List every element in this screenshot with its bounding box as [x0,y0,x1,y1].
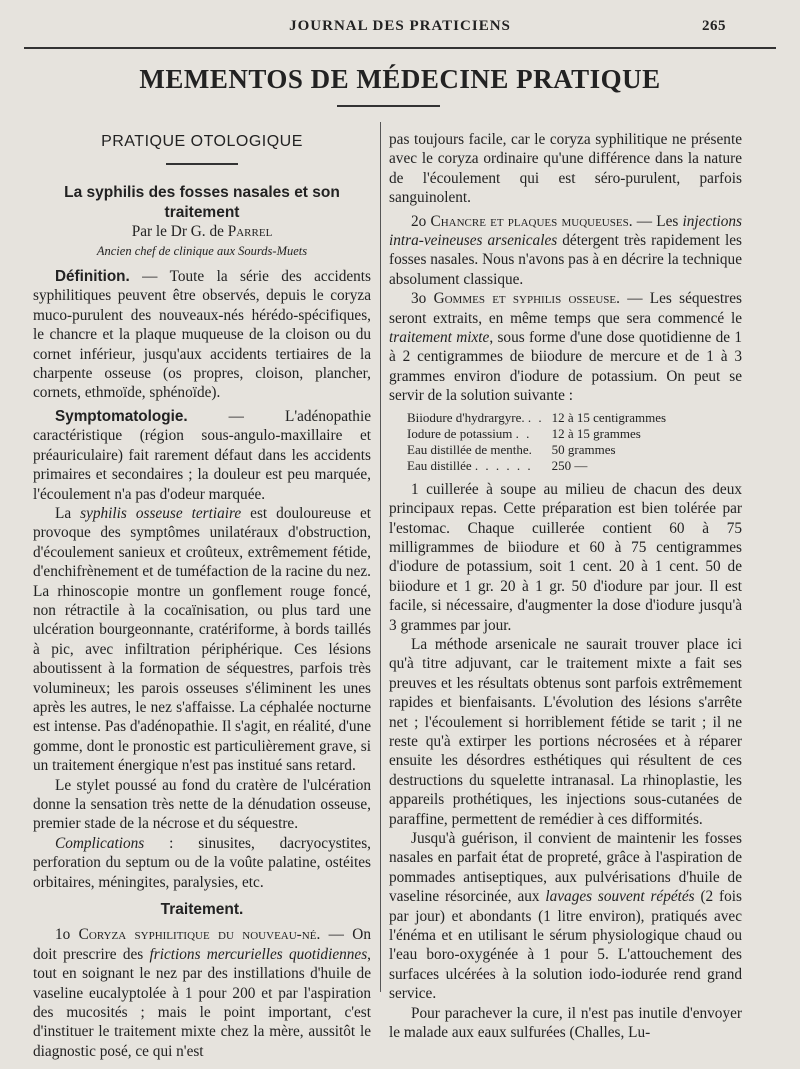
prescription-dots: . . [515,425,532,441]
osseous-paragraph [33,504,371,776]
prescription-item [407,426,552,442]
prescription-qty: 12 à 15 grammes [551,425,641,441]
section-title: PRATIQUE OTOLOGIQUE [101,133,303,150]
guerison-paragraph [389,829,742,1004]
gommes-term: traitement mixte [389,329,490,347]
stylet-paragraph: Le stylet poussé au fond du cratère de l'ulcération donne la sensation très nette de la dénudation osseuse, premier stade de la nécrose et du séquestre. [33,776,371,833]
definition-text: — Toute la série des accidents syphilitiques peuvent être observés, depuis le coryza muco-purulent des nouveaux-nés hérédo-spécifiques, le chancre et la plaque muqueuse de la cloison ou du cornet inférieur, jusqu'aux accidents tertiaires de la charpente osseuse (os propres, cloison, plancher, cornets, ethmoïde, sphénoïde). [33,268,371,402]
definition-paragraph [33,267,371,403]
page-number: 265 [702,18,726,34]
byline [33,222,371,241]
column-divider [380,122,381,992]
prescription-row [407,410,674,426]
treatment-heading: Traitement. [160,901,244,919]
prescription-row [407,426,674,442]
prescription-item-text: Iodure de potassium [407,425,513,441]
section-rule [166,163,238,165]
cure-paragraph: Pour parachever la cure, il n'est pas inutile d'envoyer le malade aux eaux sulfurées (Challes, Lu- [389,1004,742,1042]
prescription-item-text: Eau distillée de menthe. [407,441,532,457]
prescription-item [407,458,552,474]
chancre-paragraph [389,212,742,290]
osseous-text: est douloureuse et provoque des symptômes unilatéraux d'obstruction, d'écoulement sanieux et croûteux, extrêmement fétide, d'enchifrènement et de tuméfaction de la racine du nez. La rhinoscopie montre un gonflement rouge foncé, non rétractile à la cocaïnisation, ou plus tard une ulcération bourgeonnante, cratériforme, à bords taillés à pic, avec infiltration périphérique. Ces lésions aboutissent à la formation de séquestres, parfois très volumineux; les parois osseuses s'éliminent les unes après les autres, le nez s'affaisse. La céphalée nocturne est intense. Pas d'adénopathie. Il s'agit, en réalité, d'une gomme, dont le pronostic est particulièrement grave, si un traitement énergique n'est pas institué sans retard. [33,504,371,775]
prescription-item-text: Eau distillée [407,457,472,473]
main-title-rule [337,105,440,107]
main-title: MEMENTOS DE MÉDECINE PRATIQUE [139,64,661,94]
prescription-qty: 50 grammes [551,441,616,457]
running-header [20,18,780,42]
gommes-text-start: — Les séquestres seront extraits, en même temps que sera commencé le [389,290,742,327]
dosage-paragraph: 1 cuillerée à soupe au milieu de chacun des deux principaux repas. Cette préparation est bien tolérée par l'estomac. Chaque cuillerée contient 60 à 75 milligrammes de biiodure et 60 à 75 centigrammes d'iodure de potassium, soit 1 cent. 20 à 1 cent. 50 de biiodure et 1 gr. 20 à 1 gr. 50 d'iodure par jour. Il est facile, si nécessaire, d'augmenter la dose d'iodure jusqu'à 3 grammes par jour. [389,480,742,634]
byline-prefix: Par le Dr G. de [131,223,224,241]
symptomatology-text: — L'adénopathie caractéristique (région sous-angulo-maxillaire et préauriculaire) fait rarement défaut dans les accidents primaires et secondaires ; la douleur est peu marquée, l'écoulement n'a pas d'odeur marquée. [33,407,371,503]
chancre-text-end: détergent très rapidement les fosses nasales. Nous n'avons pas à en décrire la technique absolument classique. [389,232,742,288]
author-name: Parrel [227,223,273,241]
continuation-paragraph: pas toujours facile, car le coryza syphilitique ne présente avec le coryza ordinaire qu'une différence dans la nature de l'écoulement qui est séro-purulent, parfois sanguinolent. [389,131,742,207]
complications-paragraph [33,834,371,892]
right-column [389,130,742,1042]
header-rule [24,47,776,49]
coryza-text-end: , tout en soignant le nez par des instillations d'huile de vaseline eucalyptolée à 1 pour 200 et par l'aspiration des mucosités ; mais le point important, c'est d'instituer le traitement mixte chez la mère, aussitôt le diagnostic posé, ce qui n'est [33,945,371,1060]
prescription-qty: 12 à 15 centigrammes [551,409,667,425]
gommes-label: Gommes et syphilis osseuse. [433,290,620,308]
chancre-number: 2o [411,212,427,230]
prescription-item [407,410,552,426]
prescription-row [407,458,674,474]
gommes-text-end: , sous forme d'une dose quotidienne de 1 à 2 centigrammes de biiodure de mercure et de 1 à 3 grammes environ d'iodure de potassium. On peut se servir de la solution suivante : [389,329,742,405]
gommes-number: 3o [411,290,427,308]
arsenic-paragraph: La méthode arsenicale ne saurait trouver place ici qu'à titre adjuvant, car le traitement mixte a fait ses preuves et les résultats obtenus sont parfois extrêmement rapides et bienfaisants. L'évolution des lésions s'arrête net ; l'écoulement si horriblement fétide se tarit ; il ne reste qu'à extirper les portions nécrosées et à réparer ensuite les désordres esthétiques qui résultent de ces destructions du squelette intranasal. La rhinoplastie, les appareils prothétiques, les injections sous-cutanées de paraffine, permettent de remédier à ces difformités. [389,635,742,828]
symptomatology-label: Symptomatologie. [55,407,188,425]
article-title: La syphilis des fosses nasales et son traitement [64,184,340,221]
complications-text: : sinusites, dacryocystites, perforation du septum ou de la voûte palatine, ostéites orbitaires, méningites, paralysies, etc. [33,834,371,891]
definition-label: Définition. [55,268,130,286]
chancre-text-start: — Les [632,212,683,230]
prescription-item-text: Biiodure d'hydrargyre. [407,409,525,425]
prescription-qty: 250 — [551,457,588,473]
affiliation: Ancien chef de clinique aux Sourds-Muets [96,243,308,258]
osseous-term: syphilis osseuse tertiaire [80,504,242,522]
coryza-number: 1o [55,926,71,944]
prescription-dots: . . . . . . [474,457,533,473]
guerison-term: lavages souvent répétés [545,888,695,906]
prescription-dots: . . [527,409,544,425]
coryza-label: Coryza syphilitique du nouveau-né. [78,926,321,944]
symptomatology-paragraph [33,407,371,504]
guerison-text-end: (2 fois par jour) et abondants (1 litre environ), pratiqués avec l'énéma et en utilisant le sérum physiologique chaud ou l'eau boro-oxygénée à 1 pour 5. L'attouchement des surfaces ulcérées à la solution iodo-iodurée rend grand service. [389,888,742,1003]
chancre-term: injections intra-veineuses arsenicales [389,212,742,250]
prescription-item [407,442,552,458]
gommes-paragraph [389,289,742,405]
journal-title: JOURNAL DES PRATICIENS [289,18,511,34]
coryza-text-start: — On doit prescrire des [33,926,371,963]
coryza-term: frictions mercurielles quotidiennes [149,945,368,963]
chancre-label: Chancre et plaques muqueuses. [430,212,633,230]
coryza-paragraph [33,925,371,1061]
complications-label: Complications [55,834,145,852]
prescription-table [407,410,674,474]
osseous-text-start: La [55,504,81,522]
left-column [33,132,371,1061]
guerison-text-start: Jusqu'à guérison, il convient de maintenir les fosses nasales en parfait état de propreté, grâce à l'aspiration de pommades antiseptiques, aux pulvérisations d'huile de vaseline résorcinée, aux [389,830,742,906]
prescription-row [407,442,674,458]
